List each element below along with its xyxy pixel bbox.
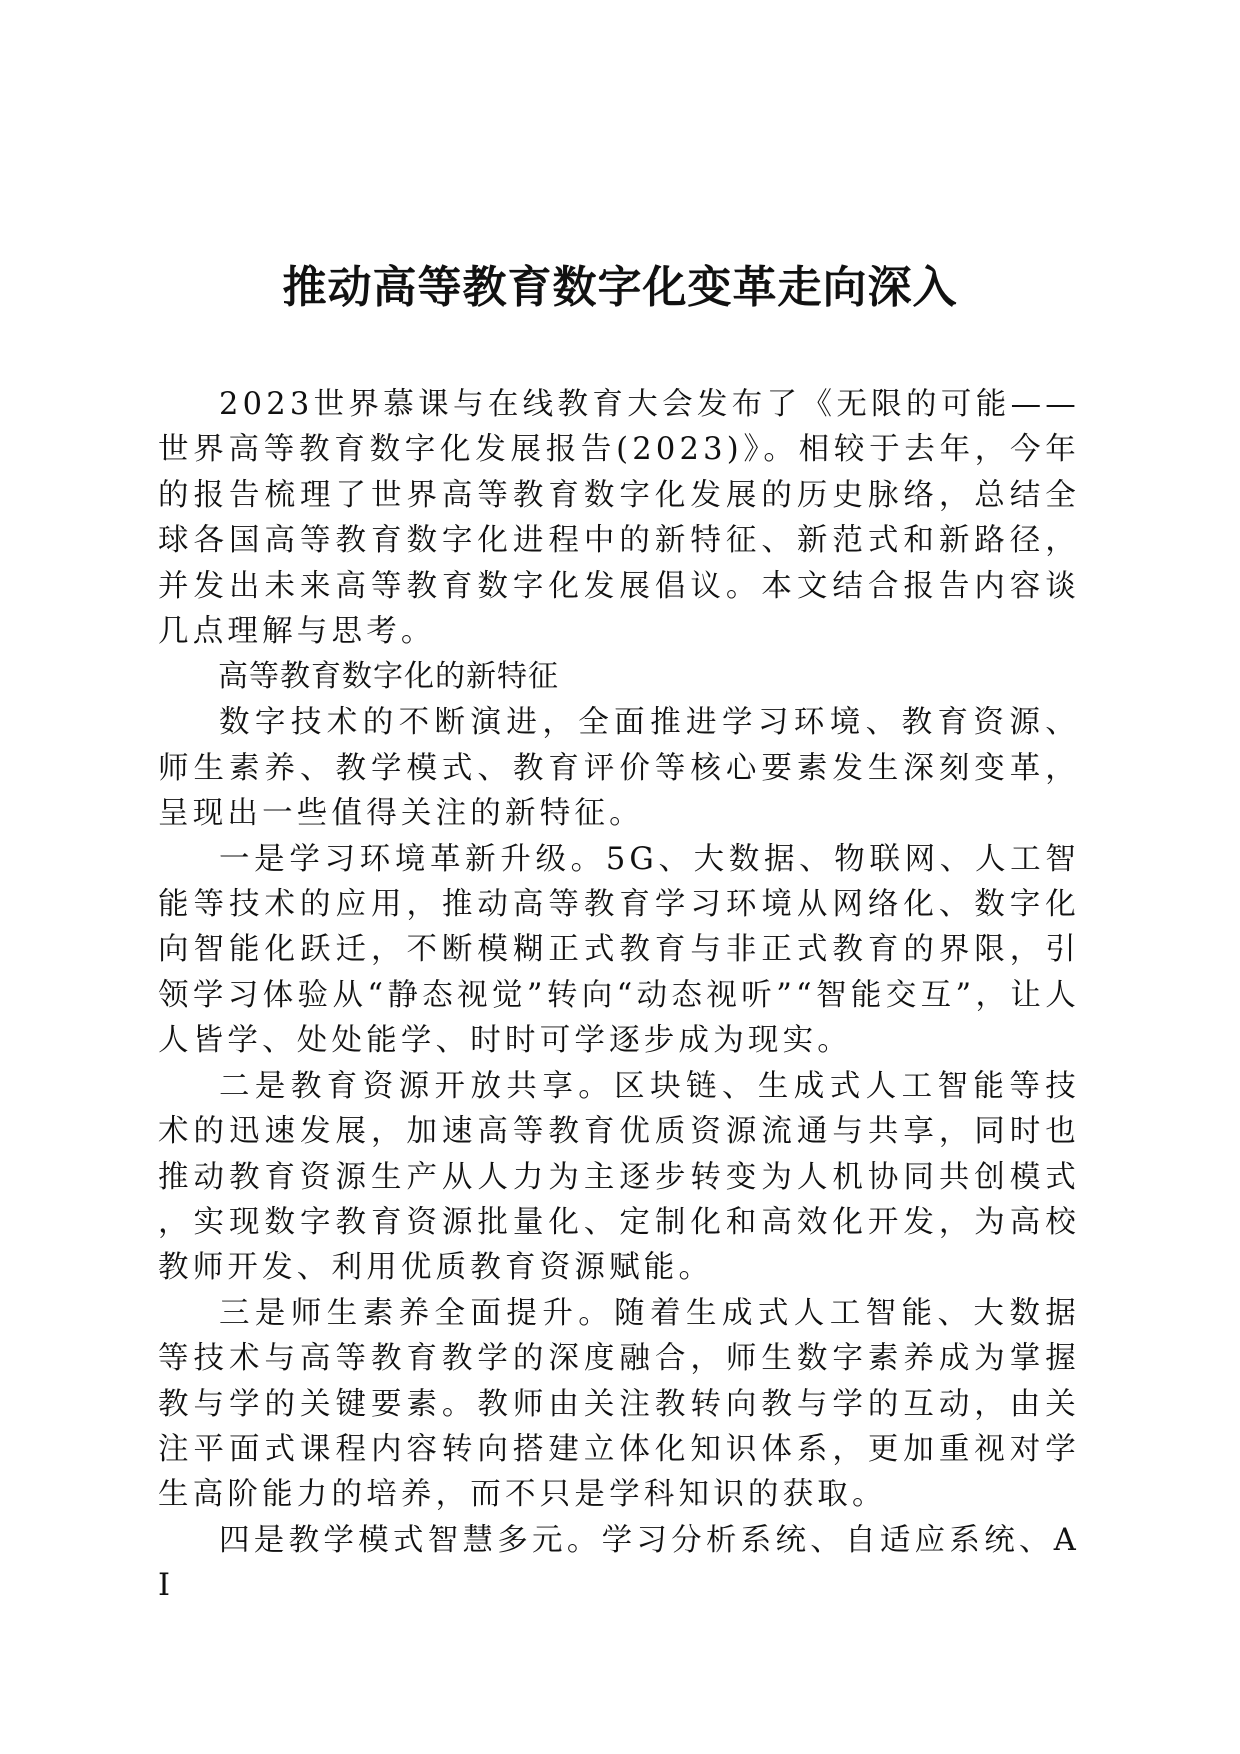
document-body [158, 382, 1080, 1609]
feature-paragraph-education-resources: 二是教育资源开放共享。区块链、生成式人工智能等技术的迅速发展，加速高等教育优质资源流通与共享，同时也推动教育资源生产从人力为主逐步转变为人机协同共创模式，实现数字教育资源批量化、定制化和高效化开发，为高校教师开发、利用优质教育资源赋能。 [158, 1068, 1080, 1286]
intro-paragraph: 2023世界慕课与在线教育大会发布了《无限的可能——世界高等教育数字化发展报告(2023)》。相较于去年，今年的报告梳理了世界高等教育数字化发展的历史脉络，总结全球各国高等教育数字化进程中的新特征、新范式和新路径，并发出未来高等教育数字化发展倡议。本文结合报告内容谈几点理解与思考。 [158, 387, 1080, 650]
feature-paragraph-learning-environment: 一是学习环境革新升级。5G、大数据、物联网、人工智能等技术的应用，推动高等教育学习环境从网络化、数字化向智能化跃迁，不断模糊正式教育与非正式教育的界限，引领学习体验从“静态视觉”转向“动态视听”“智能交互”，让人人皆学、处处能学、时时可学逐步成为现实。 [158, 841, 1080, 1059]
section-heading: 高等教育数字化的新特征 [218, 659, 559, 695]
document-title: 推动高等教育数字化变革走向深入 [282, 262, 958, 313]
feature-paragraph-digital-literacy: 三是师生素养全面提升。随着生成式人工智能、大数据等技术与高等教育教学的深度融合，师生数字素养成为掌握教与学的关键要素。教师由关注教转向教与学的互动，由关注平面式课程内容转向搭建立体化知识体系，更加重视对学生高阶能力的培养，而不只是学科知识的获取。 [158, 1295, 1080, 1513]
section-intro-paragraph: 数字技术的不断演进，全面推进学习环境、教育资源、师生素养、教学模式、教育评价等核心要素发生深刻变革，呈现出一些值得关注的新特征。 [158, 705, 1080, 832]
feature-paragraph-teaching-modes: 四是教学模式智慧多元。学习分析系统、自适应系统、AI [158, 1522, 1080, 1604]
